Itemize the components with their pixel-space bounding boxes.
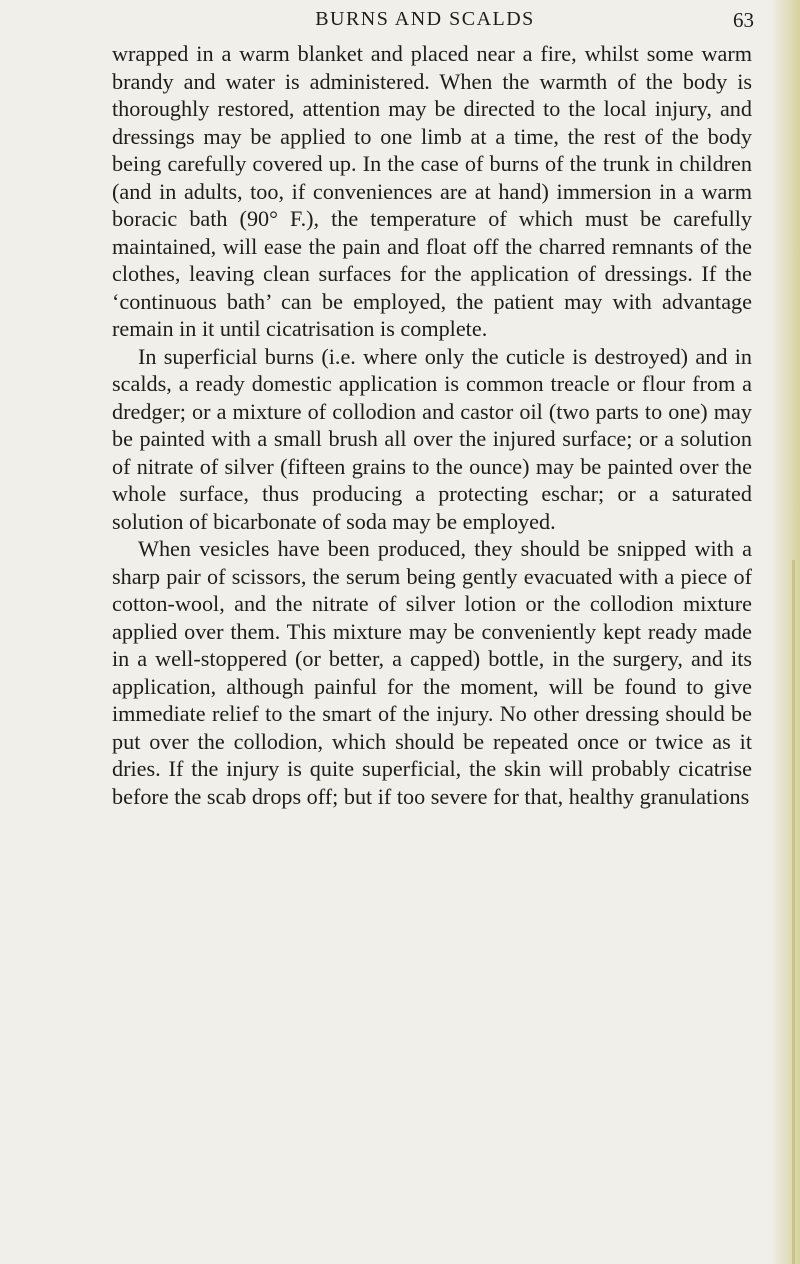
- page-number: 63: [733, 8, 754, 32]
- paragraph-2: In superficial burns (i.e. where only the cuticle is destroyed) and in scalds, a ready domestic application is common treacle or flour from a dredger; or a mixture of collodion and castor oil (two parts to one) may be painted with a small brush all over the injured surface; or a solution of nitrate of silver (fifteen grains to the ounce) may be painted over the whole surface, thus producing a protecting eschar; or a saturated solution of bicarbonate of soda may be employed.: [112, 343, 752, 534]
- paragraph-1: wrapped in a warm blanket and placed near a fire, whilst some warm brandy and water is administered. When the warmth of the body is thoroughly restored, attention may be directed to the local injury, and dressings may be applied to one limb at a time, the rest of the body being carefully covered up. In the case of burns of the trunk in children (and in adults, too, if conveniences are at hand) immersion in a warm boracic bath (90° F.), the temperature of which must be carefully maintained, will ease the pain and float off the charred remnants of the clothes, leaving clean surfaces for the application of dressings. If the ‘continuous bath’ can be employed, the patient may with advantage remain in it until cicatrisation is complete.: [112, 41, 752, 341]
- page-edge-shadow: [770, 0, 800, 1264]
- body-text: [112, 40, 752, 810]
- page-header: [112, 8, 754, 38]
- paragraph-3: When vesicles have been produced, they should be snipped with a sharp pair of scissors, the serum being gently evacuated with a piece of cotton-wool, and the nitrate of silver lotion or the collodion mixture applied over them. This mixture may be conveniently kept ready made in a well-stoppered (or better, a capped) bottle, in the surgery, and its application, although painful for the moment, will be found to give immediate relief to the smart of the injury. No other dressing should be put over the collodion, which should be repeated once or twice as it dries. If the injury is quite superficial, the skin will probably cicatrise before the scab drops off; but if too severe for that, healthy granulations: [112, 536, 752, 809]
- running-head: BURNS AND SCALDS: [315, 8, 535, 30]
